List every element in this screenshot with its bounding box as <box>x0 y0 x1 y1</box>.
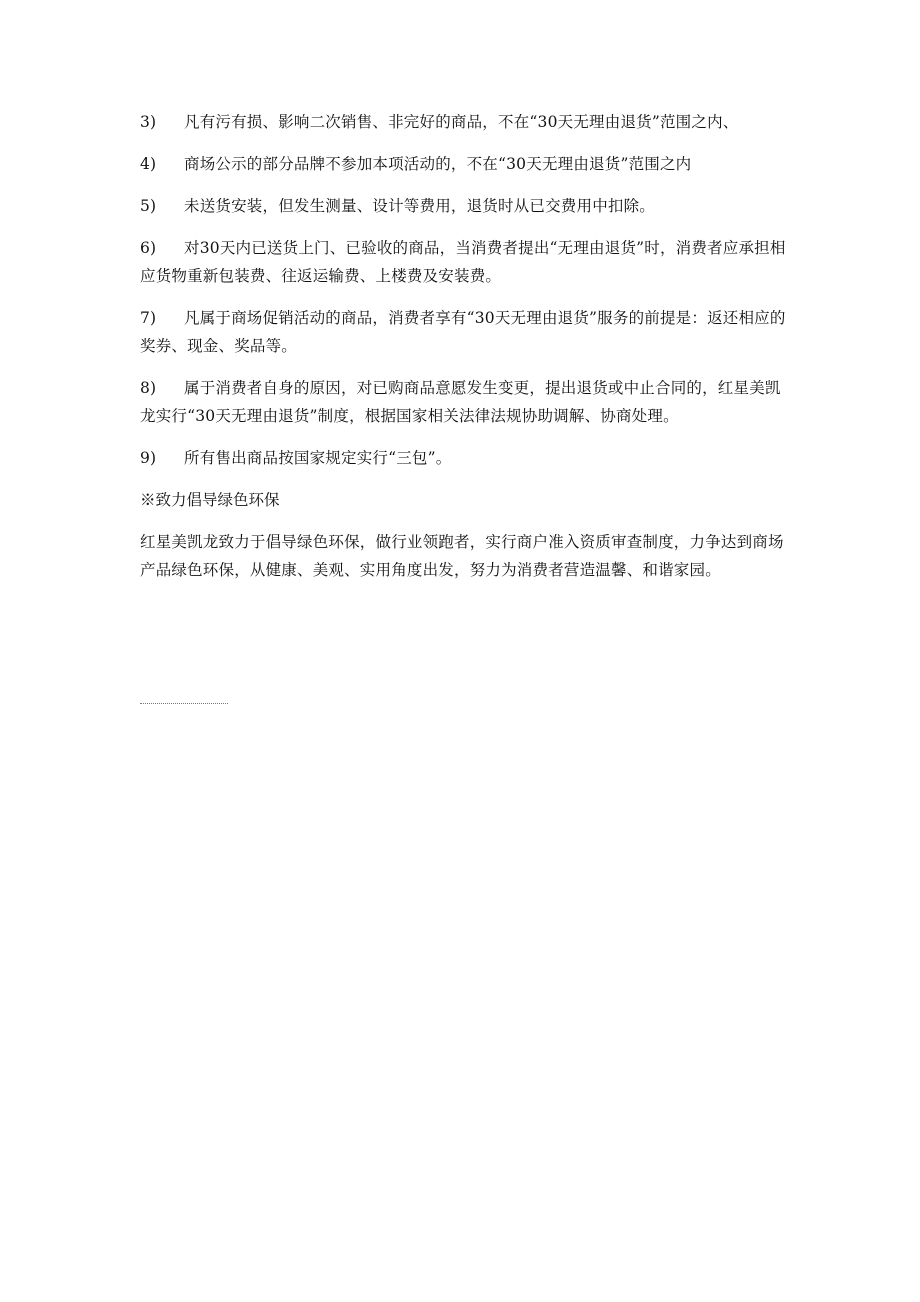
list-item <box>140 444 788 472</box>
item-text: 对30天内已送货上门、已验收的商品，当消费者提出“无理由退货”时，消费者应承担相应货物重新包装费、往返运输费、上楼费及安装费。 <box>140 239 786 285</box>
item-text: 未送货安装，但发生测量、设计等费用，退货时从已交费用中扣除。 <box>184 197 656 215</box>
list-item <box>140 234 788 290</box>
item-number: 6) <box>140 239 157 257</box>
section-heading: ※致力倡导绿色环保 <box>140 491 280 509</box>
list-item <box>140 150 788 178</box>
list-item <box>140 374 788 430</box>
item-number: 5) <box>140 197 157 215</box>
item-number: 9) <box>140 449 157 467</box>
item-number: 7) <box>140 309 157 327</box>
list-item <box>140 192 788 220</box>
list-item <box>140 304 788 360</box>
item-number: 3) <box>140 113 157 131</box>
section-body: 红星美凯龙致力于倡导绿色环保，做行业领跑者，实行商户准入资质审查制度，力争达到商场产品绿色环保，从健康、美观、实用角度出发，努力为消费者营造温馨、和谐家园。 <box>140 533 784 579</box>
list-item <box>140 108 788 136</box>
item-text: 所有售出商品按国家规定实行“三包”。 <box>184 449 452 467</box>
document-page <box>140 108 788 584</box>
item-text: 凡有污有损、影响二次销售、非完好的商品，不在“30天无理由退货”范围之内、 <box>184 113 739 131</box>
item-number: 8) <box>140 379 157 397</box>
item-text: 商场公示的部分品牌不参加本项活动的，不在“30天无理由退货”范围之内 <box>184 155 692 173</box>
footnote-divider <box>140 703 228 704</box>
item-text: 凡属于商场促销活动的商品，消费者享有“30天无理由退货”服务的前提是：返还相应的奖券、现金、奖品等。 <box>140 309 786 355</box>
item-number: 4) <box>140 155 157 173</box>
item-text: 属于消费者自身的原因，对已购商品意愿发生变更，提出退货或中止合同的，红星美凯龙实行“30天无理由退货”制度，根据国家相关法律法规协助调解、协商处理。 <box>140 379 781 425</box>
